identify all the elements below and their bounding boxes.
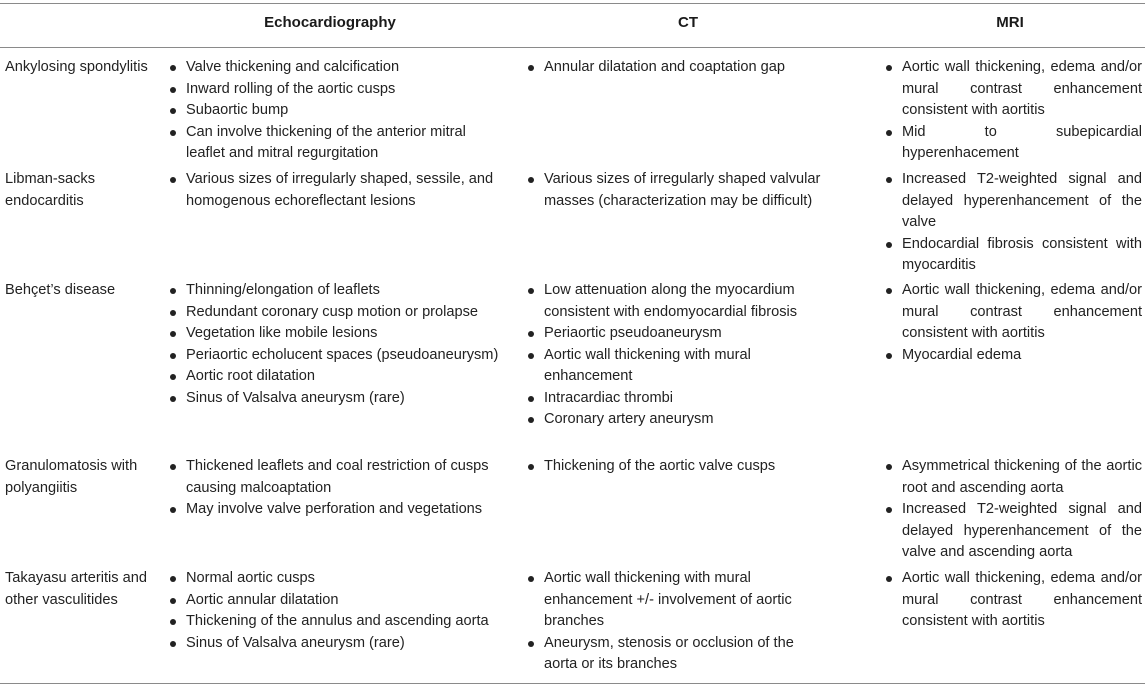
list-item: Sinus of Valsalva aneurysm (rare) <box>169 388 504 410</box>
echo-findings-list <box>169 456 504 521</box>
list-item: Various sizes of irregularly shaped, sessile, and homogenous echoreflectant lesions <box>169 169 504 212</box>
list-item: Annular dilatation and coaptation gap <box>527 57 827 79</box>
list-item: Thinning/elongation of leaflets <box>169 280 504 302</box>
list-item: Can involve thickening of the anterior mitral leaflet and mitral regurgitation <box>169 122 504 165</box>
list-item: Aortic root dilatation <box>169 366 504 388</box>
list-item: Thickened leaflets and coal restriction of cusps causing malcoaptation <box>169 456 504 499</box>
list-item: Aortic wall thickening with mural enhancement +/- involvement of aortic branches <box>527 568 827 633</box>
ct-findings-list <box>527 169 827 212</box>
list-item: Valve thickening and calcification <box>169 57 504 79</box>
list-item: Coronary artery aneurysm <box>527 409 827 431</box>
list-item: May involve valve perforation and vegetations <box>169 499 504 521</box>
condition-label: Granulomatosis with polyangiitis <box>5 458 138 496</box>
list-item: Thickening of the annulus and ascending aorta <box>169 611 504 633</box>
list-item: Increased T2-weighted signal and delayed hyperenhancement of the valve <box>885 169 1142 234</box>
list-item: Increased T2-weighted signal and delayed hyperenhancement of the valve and ascending aorta <box>885 499 1142 564</box>
list-item: Redundant coronary cusp motion or prolapse <box>169 302 504 324</box>
list-item: Intracardiac thrombi <box>527 388 827 410</box>
mri-findings-list <box>885 280 1142 366</box>
table-bottom-rule <box>0 683 1145 684</box>
echo-findings-list <box>169 568 504 654</box>
list-item: Subaortic bump <box>169 100 504 122</box>
echo-findings-list <box>169 57 504 165</box>
header-echocardiography: Echocardiography <box>264 14 396 31</box>
list-item: Aortic wall thickening, edema and/or mural contrast enhancement consistent with aortitis <box>885 280 1142 345</box>
list-item: Endocardial fibrosis consistent with myocarditis <box>885 234 1142 277</box>
ct-findings-list <box>527 57 827 79</box>
mri-findings-list <box>885 456 1142 564</box>
list-item: Aortic annular dilatation <box>169 590 504 612</box>
list-item: Periaortic pseudoaneurysm <box>527 323 827 345</box>
list-item: Periaortic echolucent spaces (pseudoaneurysm) <box>169 345 504 367</box>
list-item: Asymmetrical thickening of the aortic root and ascending aorta <box>885 456 1142 499</box>
mri-findings-list <box>885 169 1142 277</box>
ct-findings-list <box>527 280 827 431</box>
ct-findings-list <box>527 568 827 676</box>
table-header-rule <box>0 47 1145 48</box>
mri-findings-list <box>885 568 1142 633</box>
list-item: Myocardial edema <box>885 345 1142 367</box>
condition-label: Ankylosing spondylitis <box>5 59 148 75</box>
list-item: Aneurysm, stenosis or occlusion of the aorta or its branches <box>527 633 827 676</box>
echo-findings-list <box>169 280 504 409</box>
list-item: Low attenuation along the myocardium consistent with endomyocardial fibrosis <box>527 280 827 323</box>
list-item: Aortic wall thickening with mural enhancement <box>527 345 827 388</box>
list-item: Aortic wall thickening, edema and/or mural contrast enhancement consistent with aortitis <box>885 57 1142 122</box>
mri-findings-list <box>885 57 1142 165</box>
list-item: Inward rolling of the aortic cusps <box>169 79 504 101</box>
list-item: Vegetation like mobile lesions <box>169 323 504 345</box>
header-mri: MRI <box>996 14 1024 31</box>
list-item: Thickening of the aortic valve cusps <box>527 456 827 478</box>
list-item: Sinus of Valsalva aneurysm (rare) <box>169 633 504 655</box>
list-item: Mid to subepicardial hyperenhacement <box>885 122 1142 165</box>
condition-label: Behçet’s disease <box>5 282 116 298</box>
table-top-rule <box>0 3 1145 4</box>
condition-label: Takayasu arteritis and other vasculitides <box>5 570 147 608</box>
ct-findings-list <box>527 456 827 478</box>
condition-label: Libman-sacks endocarditis <box>5 171 96 209</box>
echo-findings-list <box>169 169 504 212</box>
list-item: Aortic wall thickening, edema and/or mural contrast enhancement consistent with aortitis <box>885 568 1142 633</box>
list-item: Normal aortic cusps <box>169 568 504 590</box>
list-item: Various sizes of irregularly shaped valvular masses (characterization may be difficult) <box>527 169 827 212</box>
header-ct: CT <box>678 14 698 31</box>
